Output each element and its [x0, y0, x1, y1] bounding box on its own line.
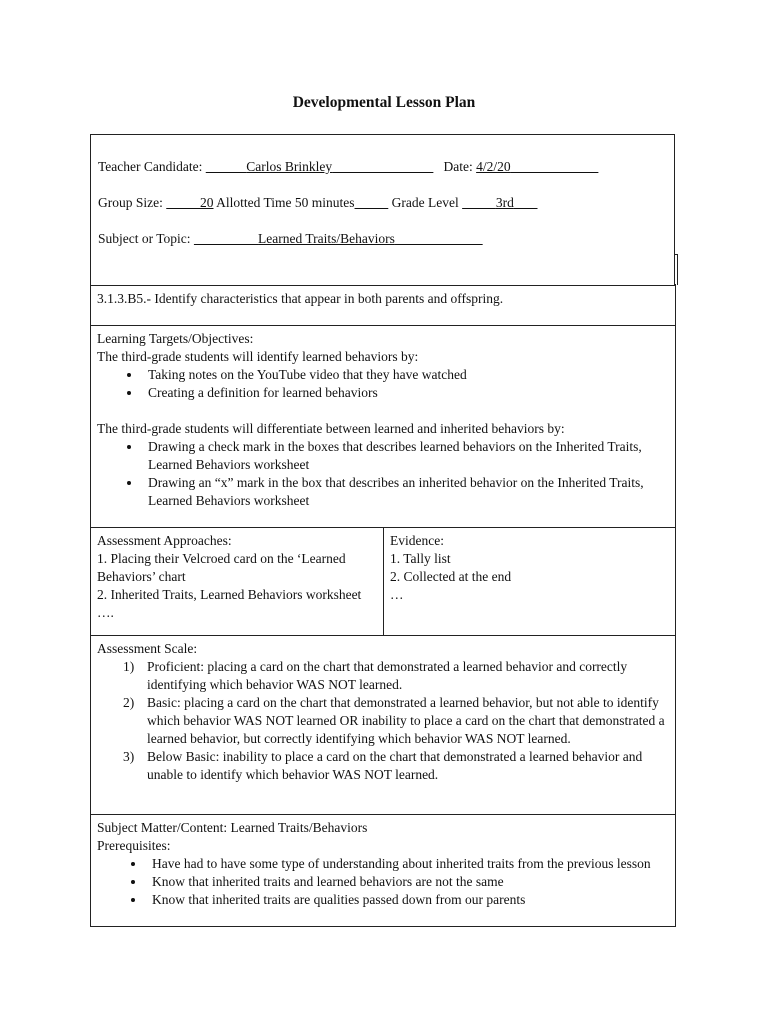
objectives-intro-1: The third-grade students will identify learned behaviors by:: [97, 349, 419, 364]
scale-item: 1) Proficient: placing a card on the chart that demonstrated a learned behavior and correctly identifying which behavior WAS NOT learned.: [123, 659, 628, 692]
subject-label: Subject or Topic:: [98, 231, 191, 246]
evidence-item: 1. Tally list: [390, 551, 451, 566]
evidence-heading: Evidence:: [390, 533, 444, 548]
objectives-section: [90, 325, 676, 528]
list-item: • Drawing a check mark in the boxes that describes learned behaviors on the Inherited Traits, Learned Behaviors worksheet: [142, 438, 669, 474]
teacher-row: [98, 158, 598, 176]
assessment-evidence: [384, 528, 675, 635]
teacher-label: Teacher Candidate:: [98, 159, 203, 174]
scale-list: [97, 658, 669, 784]
assessment-heading: Assessment Approaches:: [97, 533, 232, 548]
evidence-item: 2. Collected at the end: [390, 569, 512, 584]
list-item: • Know that inherited traits and learned behaviors are not the same: [146, 873, 669, 891]
assessment-section: [90, 527, 676, 636]
prerequisites-list: [97, 855, 669, 909]
assessment-more: ….: [97, 605, 114, 620]
grade-value: 3rd: [495, 195, 514, 210]
group-value: 20: [200, 195, 214, 210]
list-item: • Have had to have some type of understanding about inherited traits from the previous lesson: [146, 855, 669, 873]
date-value: 4/2/20: [476, 159, 511, 174]
objectives-list-1: [97, 366, 669, 402]
content-section: [90, 814, 676, 927]
document-title: Developmental Lesson Plan: [292, 94, 476, 111]
time-label: Allotted Time 50 minutes: [216, 195, 355, 210]
teacher-value: Carlos Brinkley: [246, 159, 333, 174]
content-heading: Subject Matter/Content: Learned Traits/Behaviors: [97, 820, 368, 835]
objectives-list-2: [97, 438, 669, 510]
date-label: Date:: [443, 159, 473, 174]
evidence-more: …: [390, 587, 404, 602]
scale-heading: Assessment Scale:: [97, 641, 198, 656]
group-label: Group Size:: [98, 195, 163, 210]
group-row: [98, 194, 538, 212]
scale-item: 2) Basic: placing a card on the chart that demonstrated a learned behavior, but not able to identify which behavior WAS NOT learned OR inability to place a card on the chart that demonstrated a learned behavior, but correctly identifying which behavior WAS NOT learned.: [123, 695, 665, 746]
list-item: • Taking notes on the YouTube video that they have watched: [142, 366, 669, 384]
subject-value: Learned Traits/Behaviors: [258, 231, 395, 246]
assessment-approaches: [91, 528, 384, 635]
list-item: • Creating a definition for learned behaviors: [142, 384, 669, 402]
assessment-item: 1. Placing their Velcroed card on the ‘Learned Behaviors’ chart: [97, 551, 346, 584]
objectives-intro-2: The third-grade students will differentiate between learned and inherited behaviors by:: [97, 421, 565, 436]
subject-row: [98, 230, 483, 248]
list-item: • Know that inherited traits are qualities passed down from our parents: [146, 891, 669, 909]
prerequisites-label: Prerequisites:: [97, 838, 171, 853]
header-box: [90, 134, 675, 286]
assessment-item: 2. Inherited Traits, Learned Behaviors worksheet: [97, 587, 362, 602]
list-item: • Drawing an “x” mark in the box that describes an inherited behavior on the Inherited Traits, Learned Behaviors worksheet: [142, 474, 669, 510]
objectives-heading: Learning Targets/Objectives:: [97, 331, 254, 346]
scale-item: 3) Below Basic: inability to place a card on the chart that demonstrated a learned behavior and unable to identify which behavior WAS NOT learned.: [123, 749, 643, 782]
standard-section: [90, 284, 676, 326]
grade-label: Grade Level: [391, 195, 459, 210]
assessment-scale-section: [90, 635, 676, 815]
standard-text: 3.1.3.B5.- Identify characteristics that appear in both parents and offspring.: [97, 291, 504, 306]
